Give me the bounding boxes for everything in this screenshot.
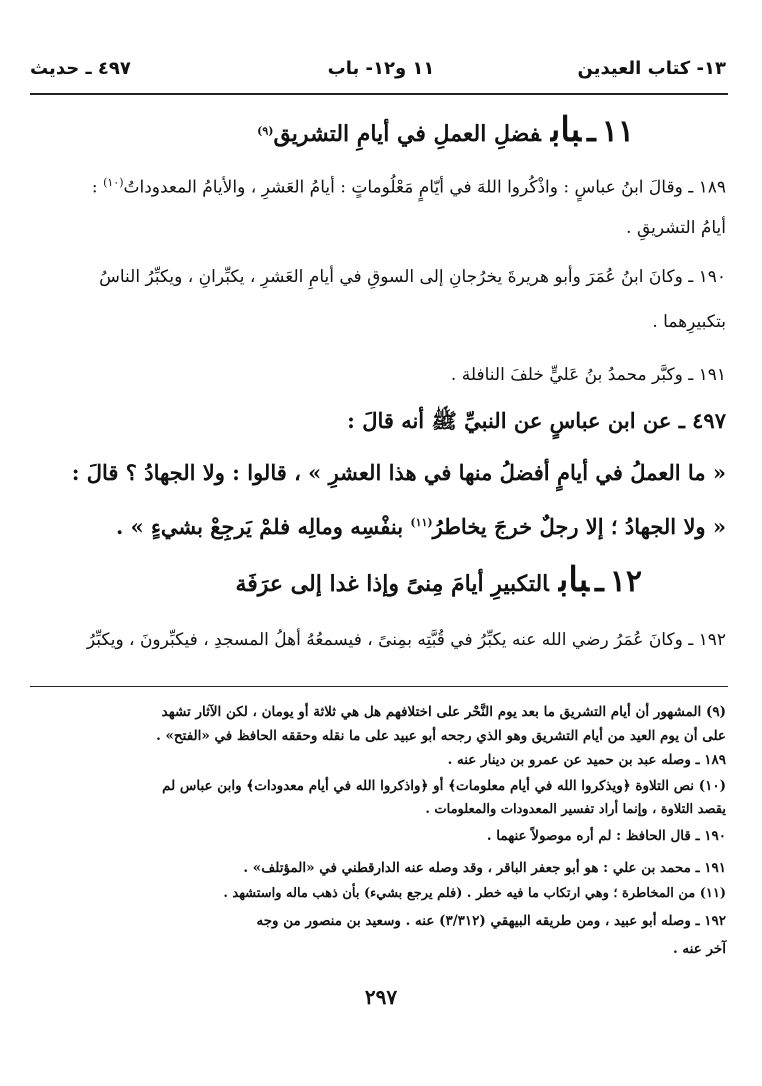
athar-191: ١٩١ ـ وكبَّر محمدُ بنُ عَليٍّ خلفَ النافلة . bbox=[450, 365, 726, 385]
bab-12-number: ١٢ bbox=[609, 564, 642, 599]
bab-11-word: باب bbox=[550, 110, 581, 150]
header-section: ١١ و١٢- باب bbox=[327, 58, 435, 79]
footnote-192-line-1: ١٩٢ ـ وصله أبو عبيد ، ومن طريقه البيهقي (٣/٣١٢) عنه . وسعيد بن منصور من وجه bbox=[256, 913, 726, 929]
bab-12-title: التكبيرِ أيامَ مِنىً وإذا غدا إلى عرَفَة bbox=[235, 571, 549, 597]
footnote-11: (١١) من المخاطرة ؛ وهي ارتكاب ما فيه خطر . (فلم يرجع بشيء) بأن ذهب ماله واستشهد . bbox=[223, 886, 726, 901]
bab-11-dash: ـ bbox=[586, 114, 596, 149]
athar-189-line-1 bbox=[92, 170, 726, 201]
athar-190-line-2: بتكبيرِهما . bbox=[652, 312, 726, 332]
footnote-190: ١٩٠ ـ قال الحافظ : لم أره موصولاً عنهما . bbox=[486, 828, 726, 844]
hadith-matn-line-2-end: بنفْسِه ومالِه فلمْ يَرجِعْ بشيءٍ » . bbox=[115, 514, 411, 539]
footnote-189: ١٨٩ ـ وصله عبد بن حميد عن عمرو بن دينار عنه . bbox=[447, 752, 726, 768]
page-number: ٢٩٧ bbox=[364, 985, 398, 1009]
footnote-191: ١٩١ ـ محمد بن علي : هو أبو جعفر الباقر ، وقد وصله عنه الدارقطني في «المؤتلف» . bbox=[243, 860, 726, 876]
footnote-9-line-1: (٩) المشهور أن أيام التشريق ما بعد يوم النَّحْر على اختلافهم هل هي ثلاثة أو يومان ، لكن الآثار تشهد bbox=[161, 704, 726, 720]
bab-12-dash: ـ bbox=[594, 564, 604, 599]
athar-192: ١٩٢ ـ وكانَ عُمَرُ رضي الله عنه يكبِّرُ في قُبَّتِه بمِنىً ، فيسمعُهُ أهلُ المسجدِ ، فيكبِّرونَ ، ويكبِّرُ bbox=[86, 630, 726, 650]
hadith-isnad-text: عن ابن عباسٍ عن النبيِّ ﷺ أنه قالَ : bbox=[347, 408, 672, 433]
athar-189-line-2: أيامُ التشريقِ . bbox=[626, 218, 726, 238]
footnote-ref-10: (١٠) bbox=[103, 176, 124, 189]
footnote-ref-11: (١١) bbox=[410, 516, 433, 529]
bab-12-heading bbox=[235, 560, 642, 600]
bab-11-title: فضلِ العملِ في أيامِ التشريق bbox=[273, 121, 541, 147]
footnote-10-line-2: يقصد التلاوة ، وإنما أراد تفسير المعدودات والمعلومات . bbox=[425, 802, 726, 817]
footnote-rule bbox=[30, 686, 728, 687]
bab-11-number: ١١ bbox=[601, 114, 634, 149]
bab-12-word: باب bbox=[558, 560, 589, 600]
footnote-192-line-2: آخر عنه . bbox=[672, 941, 726, 957]
footnote-10-line-1: (١٠) نص التلاوة ﴿ويذكروا الله في أيام معلومات﴾ أو ﴿واذكروا الله في أيام معدودات﴾ وابن عباس لم bbox=[162, 778, 726, 794]
athar-189-colon: : bbox=[91, 177, 104, 198]
hadith-matn-line-1: « ما العملُ في أيامٍ أفضلُ منها في هذا العشرِ » ، قالوا : ولا الجهادُ ؟ قالَ : bbox=[71, 460, 726, 485]
header-chapter: ١٣- كتاب العيدين bbox=[577, 58, 726, 79]
bab-11-heading bbox=[257, 110, 634, 150]
athar-189-text: ١٨٩ ـ وقالَ ابنُ عباسٍ : واذْكُروا اللهَ في أيّامٍ مَعْلُوماتٍ : أيامُ العَشرِ ، والأيامُ المعدوداتُ bbox=[123, 177, 726, 198]
hadith-497-isnad bbox=[347, 408, 726, 439]
hadith-matn-line-2-text: « ولا الجهادُ ؛ إلا رجلٌ خرجَ يخاطرُ bbox=[432, 514, 726, 539]
hadith-matn-line-2 bbox=[116, 514, 726, 539]
header-hadith-ref: ٤٩٧ ـ حديث bbox=[30, 58, 131, 79]
footnote-9-line-2: على أن يوم العيد من أيام التشريق وهو الذي رجحه أبو عبيد على ما نقله وحققه الحافظ في «الفتح» . bbox=[156, 728, 726, 744]
athar-190-line-1: ١٩٠ ـ وكانَ ابنُ عُمَرَ وأبو هريرةَ يخرُجانِ إلى السوقِ في أيامِ العَشرِ ، يكبِّرانِ ، ويكبِّرُ الناسُ bbox=[99, 267, 726, 287]
footnote-ref-9: (٩) bbox=[257, 124, 274, 138]
hadith-number: ٤٩٧ ـ bbox=[678, 408, 726, 433]
header-rule bbox=[30, 93, 728, 95]
